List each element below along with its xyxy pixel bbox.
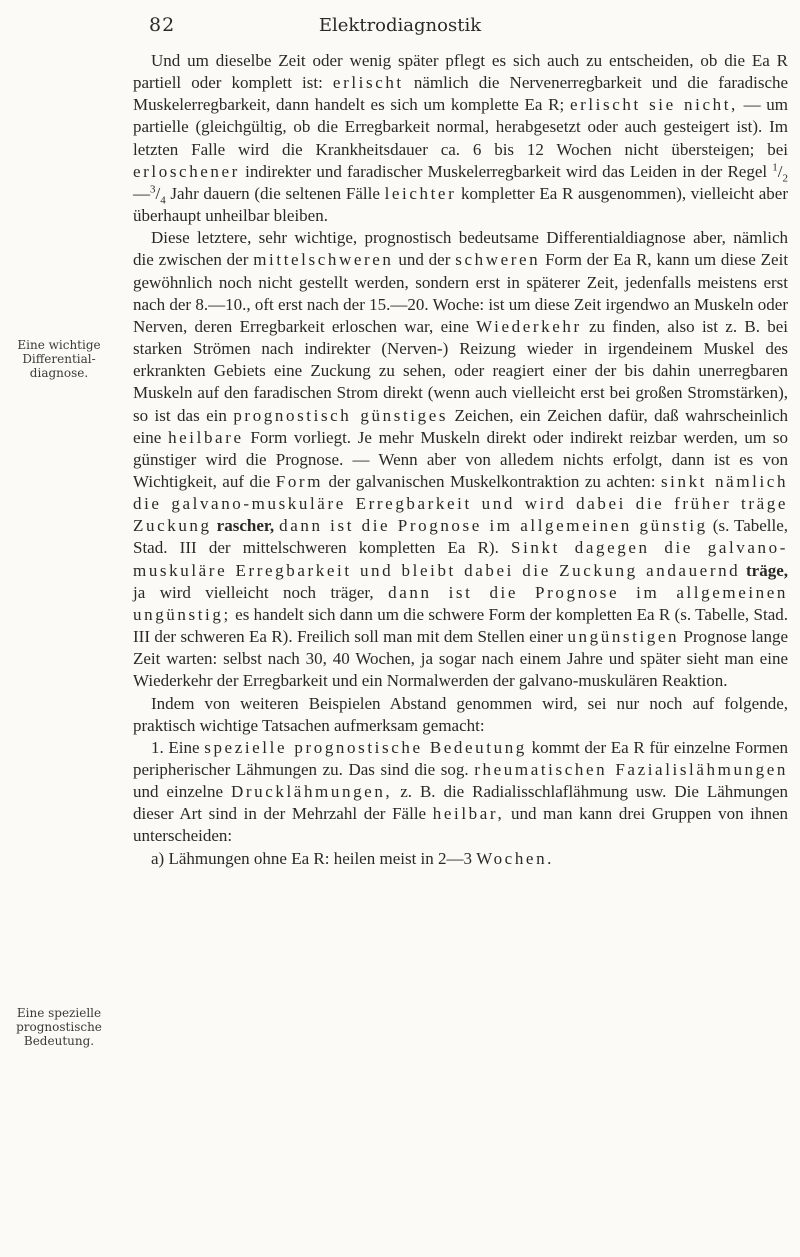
emphasis: ungünstigen: [567, 627, 680, 647]
emphasis: mittelschweren: [253, 250, 394, 270]
text: 1. Eine: [151, 737, 200, 757]
text: und einzelne: [133, 782, 224, 802]
text: a) Lähmungen ohne Ea R: heilen meist in 2—3: [151, 848, 473, 868]
emphasis: heilbare: [168, 427, 244, 447]
text: und man kann drei Gruppen von ihnen unterscheiden:: [133, 804, 789, 846]
text: kompletter Ea R ausgenommen), vielleicht aber überhaupt unheilbar bleiben.: [133, 183, 788, 226]
text: Form vorliegt. Je mehr Muskeln direkt oder indirekt reizbar werden, um so günstiger wird die Prognose. — Wenn aber von alledem nichts erfolgt, dann ist es von Wichtigkeit, auf die: [133, 427, 788, 491]
text: und der: [398, 250, 451, 270]
text: — um partielle (gleichgültig, ob die Erregbarkeit normal, herabgesetzt oder auch gesteigert ist). Im letzten Falle wird die Krankheitsdauer ca. 6 bis 12 Wochen nicht übersteigen; bei: [133, 95, 789, 159]
fraction-one-half: $^1/_2$: [772, 161, 788, 185]
emphasis: dann ist die Prognose im allgemeinen ungünstig;: [133, 582, 789, 624]
fraction-numerator: 1: [772, 161, 778, 174]
text: der galvanischen Muskelkontraktion zu achten:: [328, 471, 656, 491]
text: kommt der Ea R für einzelne Formen peripherischer Lähmungen zu. Das sind die sog.: [133, 737, 789, 779]
paragraph: [133, 227, 788, 692]
fraction-denominator: 4: [160, 194, 166, 207]
emphasis: rheumatischen Fazialislähmungen: [474, 760, 788, 779]
page-number: 82: [149, 14, 176, 36]
text: ja wird vielleicht noch träger,: [133, 582, 374, 602]
paragraph: [133, 848, 788, 870]
fraction-numerator: 3: [150, 183, 156, 196]
emphasis: prognostisch günstiges: [233, 405, 449, 425]
text: Und um dieselbe Zeit oder wenig später pflegt es sich auch zu entscheiden, ob die Ea R partiell oder komplett ist:: [133, 51, 788, 93]
paragraph: [133, 50, 788, 227]
emphasis: Wochen.: [476, 848, 555, 868]
emphasis: sinkt nämlich die galvano-muskuläre Erregbarkeit und wird dabei die früher träge Zuckung: [133, 471, 789, 536]
margin-note-differential-diagnosis: Eine wichtige Differential-diagnose.: [17, 338, 101, 380]
text: Prognose lange Zeit warten: selbst nach 30, 40 Wochen, ja sogar nach einem Jahre und später sieht man eine Wiederkehr der Erregbarkeit und ein Normalwerden der galvano-muskulären Reaktion.: [133, 627, 789, 691]
emphasis-bold: rascher,: [216, 516, 275, 536]
text: Form der Ea R, kann um diese Zeit gewöhnlich noch nicht gestellt werden, sondern erst in späterer Zeit, jedenfalls meistens erst nach der 8.—10., oft erst nach der 15.—20. Woche: ist um diese Zeit irgendwo an Muskeln oder Nerven, deren Erregbarkeit erloschen war, eine: [133, 250, 789, 336]
text: Jahr dauern (die seltenen Fälle: [170, 183, 380, 203]
fraction-three-quarters: $^3/_4$: [150, 183, 166, 207]
emphasis: Drucklähmungen,: [231, 782, 393, 802]
emphasis: leichter: [384, 183, 457, 203]
emphasis: spezielle prognostische Bedeutung: [204, 737, 527, 757]
emphasis: heilbar,: [432, 804, 505, 824]
fraction-dash: —: [133, 183, 150, 203]
emphasis: dann ist die Prognose im allgemeinen günstig: [279, 516, 708, 536]
emphasis: Form: [275, 471, 324, 491]
running-title: Elektrodiagnostik: [318, 15, 482, 36]
text: (s. Tabelle, Stad. III der mittelschweren kompletten Ea R).: [133, 516, 789, 558]
text: zu finden, also ist z. B. bei starken Strömen nach indirekter (Nerven-) Reizung wieder in irgendeinem Muskel des erkrankten Gebiets eine Zuckung zu sehen, oder reagiert einer der bis dahin unerregbaren Muskeln auf den faradischen Strom direkt (wenn auch vielleicht erst bei großen Stromstärken), so ist das ein: [133, 316, 789, 425]
emphasis-bold: träge,: [746, 560, 789, 580]
fraction-denominator: 2: [782, 172, 788, 185]
margin-note-prognostic-significance: Eine spezielle prognostische Bedeutung.: [16, 1006, 102, 1048]
emphasis: Wiederkehr: [476, 316, 582, 336]
text: indirekter und faradischer Muskelerregbarkeit wird das Leiden in der Regel: [245, 161, 768, 181]
emphasis: erlischt: [332, 73, 404, 93]
body-text: [133, 50, 788, 870]
emphasis: erloschener: [133, 161, 240, 181]
text: Diese letztere, sehr wichtige, prognostisch bedeutsame Differentialdiagnose aber, nämlich die zwischen der: [133, 228, 788, 270]
emphasis: schweren: [455, 250, 541, 270]
paragraph: [133, 693, 788, 737]
text: z. B. die Radialisschlaflähmung usw. Die Lähmungen dieser Art sind in der Mehrzahl der Fälle: [133, 782, 789, 824]
emphasis: Sinkt dagegen die galvano-muskuläre Erregbarkeit und bleibt dabei die Zuckung andauernd: [133, 538, 789, 580]
text: nämlich die Nervenerregbarkeit und die faradische Muskelerregbarkeit, dann handelt es sich um komplette Ea R;: [133, 73, 789, 115]
text: es handelt sich dann um die schwere Form der kompletten Ea R (s. Tabelle, Stad. III der schweren Ea R). Freilich soll man mit dem Stellen einer: [133, 604, 788, 647]
text: Zeichen, ein Zeichen dafür, daß wahrscheinlich eine: [133, 405, 789, 447]
text: Indem von weiteren Beispielen Abstand genommen wird, sei nur noch auf folgende, praktisch wichtige Tatsachen aufmerksam gemacht:: [133, 693, 788, 735]
emphasis: erlischt sie nicht,: [569, 95, 738, 115]
paragraph: [133, 737, 788, 848]
